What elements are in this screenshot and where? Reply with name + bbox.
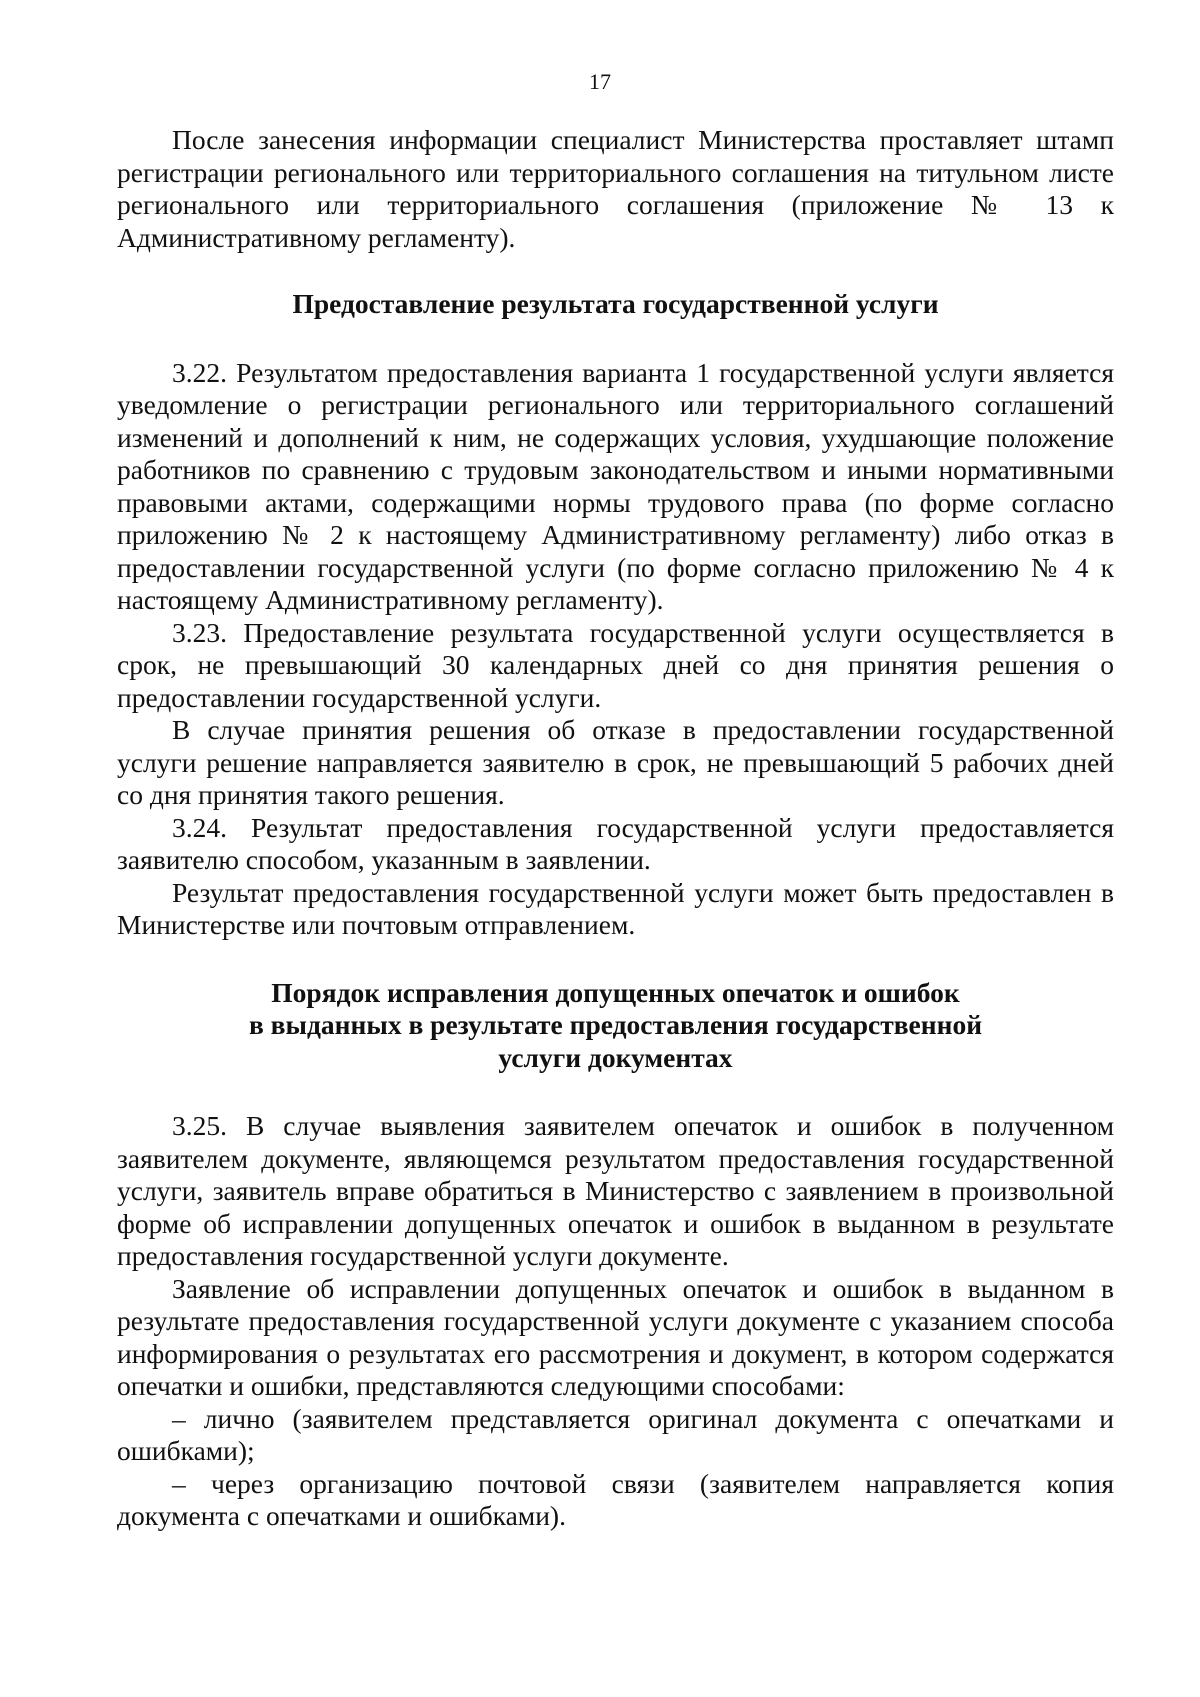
paragraph-3-25: 3.25. В случае выявления заявителем опечаток и ошибок в полученном заявителем документе, являющемся результатом предоставления государственной услуги, заявитель вправе обратиться в Министерство с заявлением в произвольной форме об исправлении допущенных опечаток и ошибок в выданном в результате предоставления государственной услуги документе. xyxy=(117,1110,1114,1271)
paragraph-3-24: 3.24. Результат предоставления государственной услуги предоставляется заявителю способом, указанным в заявлении. xyxy=(117,811,1114,875)
heading-line-1: Порядок исправления допущенных опечаток и ошибок xyxy=(271,976,960,1008)
paragraph-3-23: 3.23. Предоставление результата государственной услуги осуществляется в срок, не превышающий 30 календарных дней со дня принятия решения о предоставлении государственной услуги. xyxy=(117,616,1114,713)
list-item-post: – через организацию почтовой связи (заявителем направляется копия документа с опечатками и ошибками). xyxy=(117,1467,1114,1531)
paragraph-application: Заявление об исправлении допущенных опечаток и ошибок в выданном в результате предоставления государственной услуги документе с указанием способа информирования о результатах его рассмотрения и документ, в котором содержатся опечатки и ошибки, представляются следующими способами: xyxy=(117,1272,1114,1401)
section-heading-corrections xyxy=(117,977,1114,1075)
page-number: 17 xyxy=(589,69,611,94)
list-item-personal: – лично (заявителем представляется оригинал документа с опечатками и ошибками); xyxy=(117,1402,1114,1466)
section-heading-result: Предоставление результата государственной услуги xyxy=(292,288,939,319)
paragraph-result-way: Результат предоставления государственной услуги может быть предоставлен в Министерстве или почтовым отправлением. xyxy=(117,876,1114,940)
paragraph-intro: После занесения информации специалист Министерства проставляет штамп регистрации регионального или территориального соглашения на титульном листе регионального или территориального соглашения (приложение № 13 к Административному регламенту). xyxy=(117,124,1114,253)
paragraph-3-22: 3.22. Результатом предоставления варианта 1 государственной услуги является уведомление о регистрации регионального или территориального соглашений изменений и дополнений к ним, не содержащих условия, ухудшающие положение работников по сравнению с трудовым законодательством и иными нормативными правовыми актами, содержащими нормы трудового права (по форме согласно приложению № 2 к настоящему Административному регламенту) либо отказ в предоставлении государственной услуги (по форме согласно приложению № 4 к настоящему Административному регламенту). xyxy=(117,356,1114,615)
heading-line-3: услуги документах xyxy=(498,1041,733,1073)
document-body xyxy=(117,124,1114,1533)
paragraph-refusal: В случае принятия решения об отказе в предоставлении государственной услуги решение направляется заявителю в срок, не превышающий 5 рабочих дней со дня принятия такого решения. xyxy=(117,714,1114,810)
heading-line-2: в выданных в результате предоставления государственной xyxy=(248,1009,983,1040)
